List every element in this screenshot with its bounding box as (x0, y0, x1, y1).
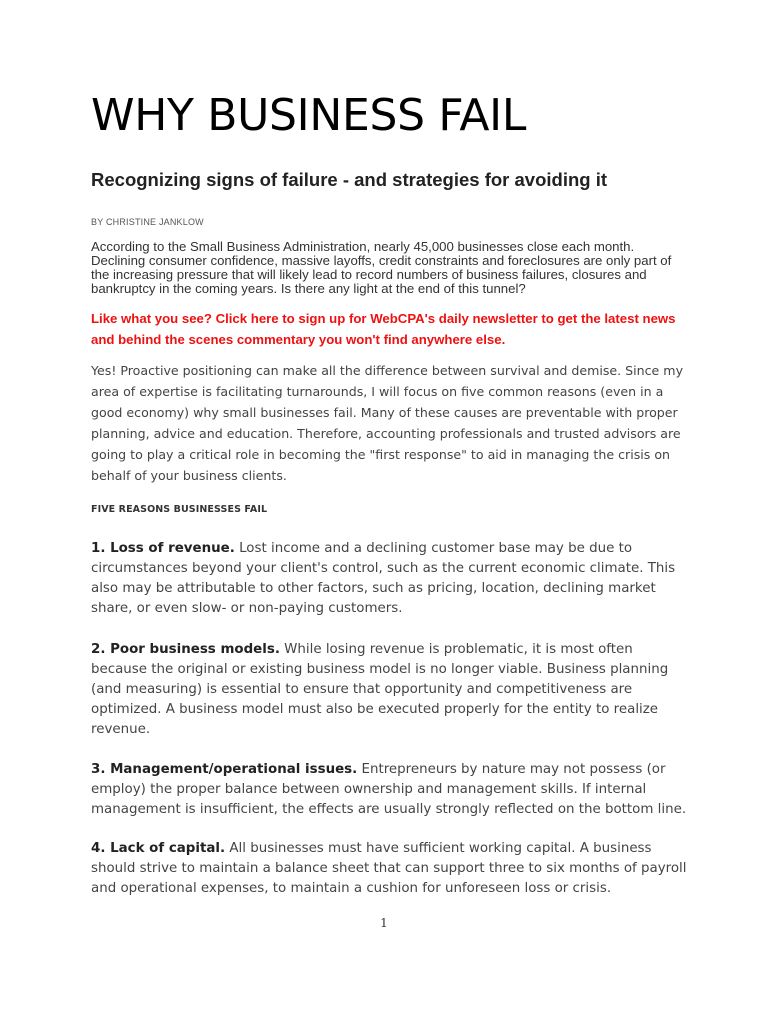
reason-heading: 4. Lack of capital. (91, 841, 226, 856)
reason-text: Entrepreneurs by nature may not possess (or employ) the proper balance between ownership and management skills. If internal management is insufficient, the effects are usually strongly reflected on the bottom line. (91, 762, 687, 817)
reason-text: While losing revenue is problematic, it is most often because the original or existing business model is no longer viable. Business planning (and measuring) is essential to ensure that opportunity and competitiveness are optimized. A business model must also be executed properly for the entity to realize revenue. (91, 642, 669, 737)
reason-heading: 2. Poor business models. (91, 642, 280, 657)
reason-text: All businesses must have sufficient working capital. A business should strive to maintain a balance sheet that can support three to six months of payroll and operational expenses, to maintain a cushion for unforeseen loss or crisis. (91, 841, 687, 896)
document-title: WHY BUSINESS FAIL (91, 90, 527, 141)
reason-heading: 3. Management/operational issues. (91, 762, 358, 777)
reason-item (91, 539, 691, 619)
document-subtitle: Recognizing signs of failure - and strategies for avoiding it (91, 169, 608, 190)
reason-item (91, 640, 691, 740)
reason-heading: 1. Loss of revenue. (91, 541, 235, 556)
reason-item (91, 839, 691, 899)
body-paragraph: Yes! Proactive positioning can make all the difference between survival and demise. Since my area of expertise is facilitating turnarounds, I will focus on five common reasons (even in a good economy) why small businesses fail. Many of these causes are preventable with proper planning, advice and education. Therefore, accounting professionals and trusted advisors are going to play a critical role in becoming the "first response" to aid in managing the crisis on behalf of your business clients. (91, 363, 684, 483)
reason-text: Lost income and a declining customer base may be due to circumstances beyond your client's control, such as the current economic climate. This also may be attributable to other factors, such as pricing, location, declining market share, or even slow- or non-paying customers. (91, 541, 676, 616)
page-number: 1 (380, 916, 388, 930)
section-heading: FIVE REASONS BUSINESSES FAIL (91, 504, 268, 515)
reason-item (91, 760, 691, 820)
intro-paragraph: According to the Small Business Administration, nearly 45,000 businesses close each month. Declining consumer confidence, massive layoffs, credit constraints and foreclosures are only part of the increasing pressure that will likely lead to record numbers of business failures, closures and bankruptcy in the coming years. Is there any light at the end of this tunnel? (91, 239, 672, 296)
newsletter-promo-link[interactable]: Like what you see? Click here to sign up for WebCPA's daily newsletter to get the latest news and behind the scenes commentary you won't find anywhere else. (91, 311, 676, 347)
author-byline: BY CHRISTINE JANKLOW (91, 217, 204, 227)
